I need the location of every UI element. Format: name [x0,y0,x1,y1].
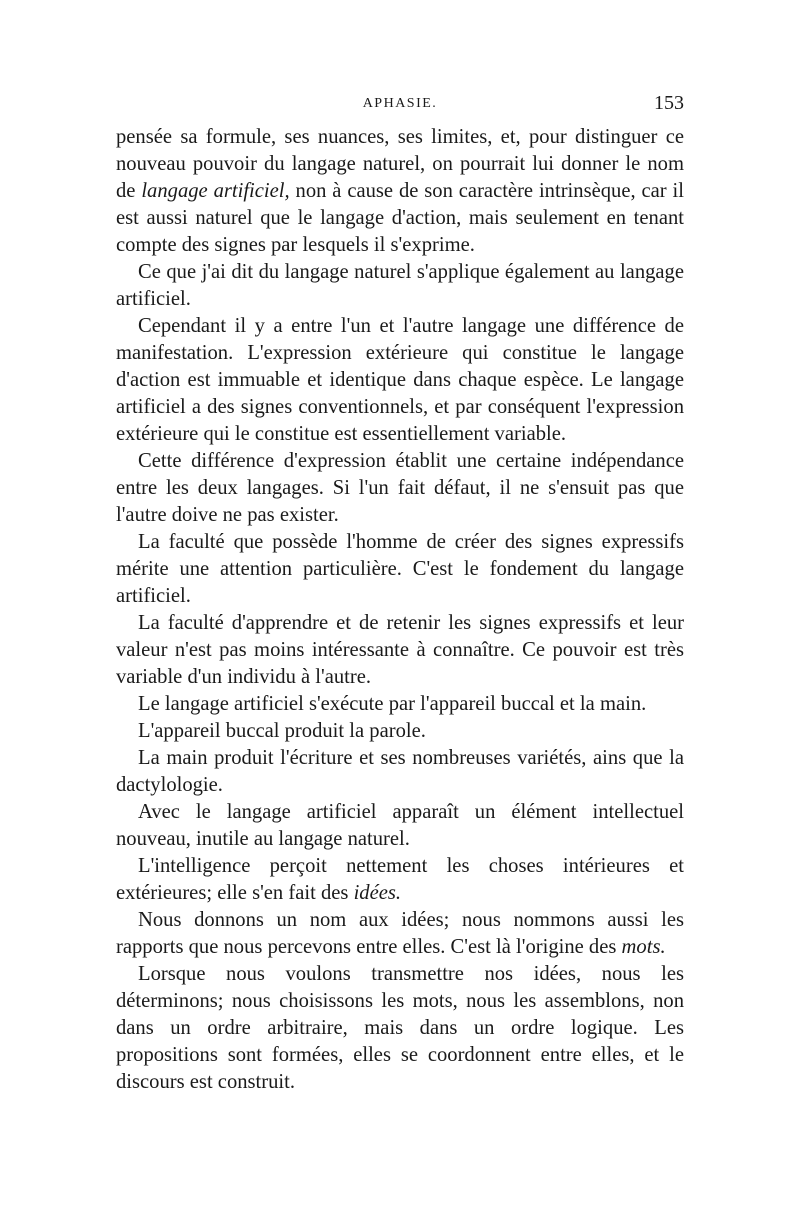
paragraph-11 [116,853,684,907]
paragraph-13: Lorsque nous voulons transmettre nos idées, nous les déterminons; nous choisissons les mots, nous les assemblons, non dans un ordre arbitraire, mais dans un ordre logique. Les propositions sont formées, elles se coordonnent entre elles, et le discours est construit. [116,963,684,1093]
paragraph-10: Avec le langage artificiel apparaît un élément intellectuel nouveau, inutile au langage naturel. [116,801,684,850]
book-page [116,92,684,1096]
paragraph-9: La main produit l'écriture et ses nombreuses variétés, ains que la dactylologie. [116,747,684,796]
paragraph-4: Cette différence d'expression établit une certaine indépendance entre les deux langages. Si l'un fait défaut, il ne s'ensuit pas que l'autre doive ne pas exister. [116,450,684,526]
paragraph-12-text-start: Nous donnons un nom aux idées; nous nommons aussi les rapports que nous percevons entre elles. C'est là l'origine des [116,909,684,958]
paragraph-5: La faculté que possède l'homme de créer des signes expressifs mérite une attention particulière. C'est le fondement du langage artificiel. [116,531,684,607]
page-number: 153 [654,92,684,114]
paragraph-11-italic-term: idées. [353,882,402,904]
paragraph-1-italic-term: langage artificiel, [141,180,290,202]
paragraph-7: Le langage artificiel s'exécute par l'appareil buccal et la main. [138,693,647,715]
running-head: APHASIE. [362,96,438,111]
paragraph-6: La faculté d'apprendre et de retenir les signes expressifs et leur valeur n'est pas moins intéressante à connaître. Ce pouvoir est très variable d'un individu à l'autre. [116,612,684,688]
page-header [116,92,684,118]
paragraph-1-text-end: non à cause de son caractère intrinsèque, car il est aussi naturel que le langage d'action, mais seulement en tenant compte des signes par lesquels il s'exprime. [116,180,684,256]
paragraph-8: L'appareil buccal produit la parole. [138,720,426,742]
paragraph-1-text-start: pensée sa formule, ses nuances, ses limites, et, pour distinguer ce nouveau pouvoir du langage naturel, on pourrait lui donner le nom de [116,126,684,202]
paragraph-2: Ce que j'ai dit du langage naturel s'applique également au langage artificiel. [116,261,684,310]
paragraph-12 [116,907,684,961]
paragraph-11-text-start: L'intelligence perçoit nettement les choses intérieures et extérieures; elle s'en fait des [116,855,684,904]
paragraph-1 [116,124,684,259]
body-text [116,124,684,1096]
paragraph-12-italic-term: mots. [621,936,666,958]
paragraph-3: Cependant il y a entre l'un et l'autre langage une différence de manifestation. L'expression extérieure qui constitue le langage d'action est immuable et identique dans chaque espèce. Le langage artificiel a des signes conventionnels, et par conséquent l'expression extérieure qui le constitue est essentiellement variable. [116,315,684,445]
